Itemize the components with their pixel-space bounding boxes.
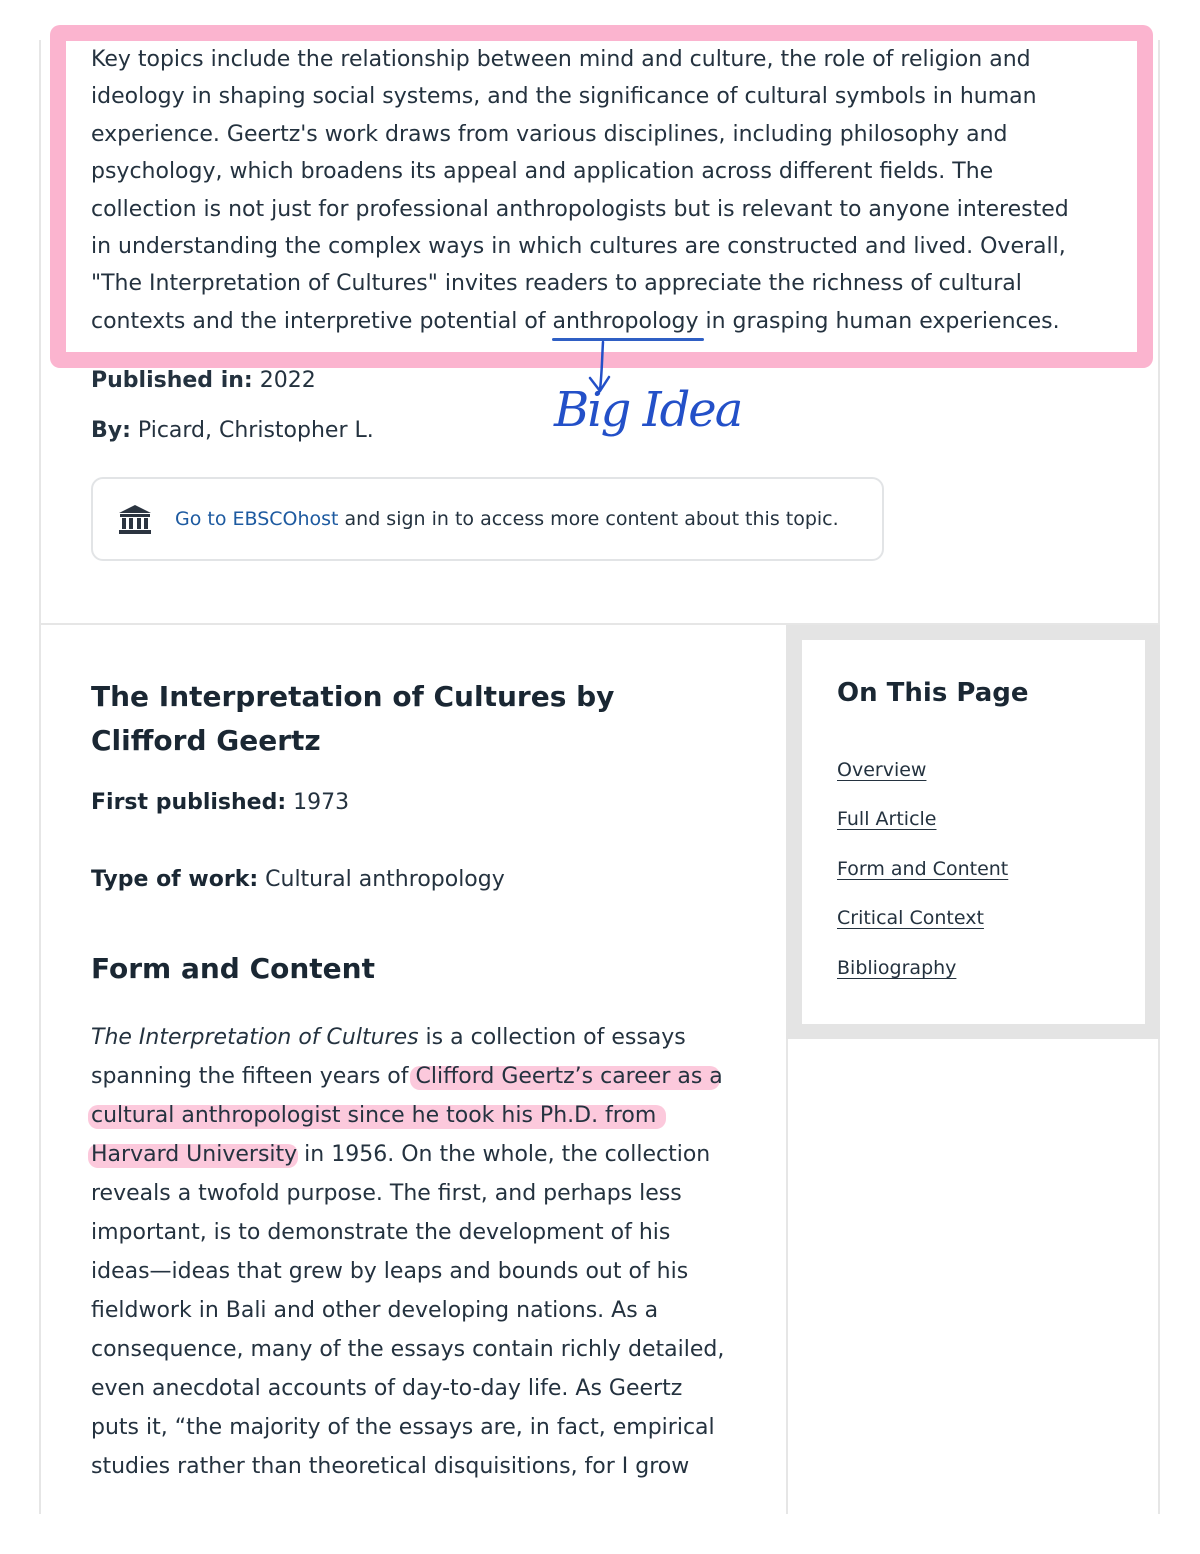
ebsco-access-box: [91, 477, 884, 561]
summary-line: in understanding the complex ways in which cultures are constructed and lived. Overall,: [91, 234, 1066, 260]
summary-line: Key topics include the relationship between mind and culture, the role of religion and: [91, 47, 1031, 72]
toc-link-overview[interactable]: Overview: [837, 759, 927, 781]
article-title: The Interpretation of Cultures by Clifford Geertz: [91, 680, 615, 757]
body-line: [91, 1018, 731, 1057]
author-label: By:: [91, 418, 131, 443]
toc-link-bibliography[interactable]: Bibliography: [837, 957, 957, 979]
toc-link-form-and-content[interactable]: Form and Content: [837, 858, 1009, 880]
toc-link-critical-context[interactable]: Critical Context: [837, 907, 984, 929]
highlighted-text: cultural anthropologist since he took his Ph.D. from: [91, 1103, 657, 1128]
first-published-value: 1973: [293, 790, 350, 815]
body-text-span: in 1956. On the whole, the collection: [297, 1142, 711, 1167]
body-line: studies rather than theoretical disquisitions, for I grow: [91, 1454, 690, 1479]
body-text-span: is a collection of essays: [418, 1025, 686, 1050]
highlighted-text: Clifford Geertz’s career as a: [415, 1064, 723, 1089]
highlighted-text: Harvard University: [91, 1142, 298, 1167]
body-line: reveals a twofold purpose. The first, and perhaps less: [91, 1181, 682, 1206]
body-line: ideas—ideas that grew by leaps and bounds out of his: [91, 1259, 689, 1284]
summary-line: ideology in shaping social systems, and the significance of cultural symbols in human: [91, 84, 1037, 110]
first-published-label: First published:: [91, 790, 287, 815]
published-value: 2022: [259, 368, 316, 393]
ebscohost-link[interactable]: Go to EBSCOhost: [175, 508, 339, 530]
first-published: [91, 790, 349, 815]
body-line: even anecdotal accounts of day-to-day life. As Geertz: [91, 1376, 683, 1401]
toc-link-full-article[interactable]: Full Article: [837, 808, 937, 830]
sidebar-divider: [786, 1039, 788, 1514]
author-value: Picard, Christopher L.: [137, 418, 374, 443]
big-idea-annotation: Big Idea: [554, 382, 742, 438]
body-line: consequence, many of the essays contain richly detailed,: [91, 1337, 725, 1362]
body-text-span: spanning the fifteen years of: [91, 1064, 416, 1089]
summary-line: experience. Geertz's work draws from various disciplines, including philosophy and: [91, 121, 1008, 147]
type-of-work: [91, 867, 505, 892]
form-and-content-body: [91, 1018, 731, 1486]
published-label: Published in:: [91, 368, 253, 393]
body-line: [91, 1096, 731, 1135]
body-line: fieldwork in Bali and other developing nations. As a: [91, 1298, 659, 1323]
summary-line: contexts and the interpretive potential of anthropology in grasping human experiences.: [91, 308, 1060, 334]
body-line: important, is to demonstrate the development of his: [91, 1220, 671, 1245]
summary-line: "The Interpretation of Cultures" invites readers to appreciate the richness of cultural: [91, 271, 1022, 297]
form-and-content-heading: Form and Content: [91, 952, 375, 985]
type-of-work-label: Type of work:: [91, 867, 259, 892]
summary-line: psychology, which broadens its appeal and application across different fields. The: [91, 159, 994, 185]
type-of-work-value: Cultural anthropology: [265, 867, 505, 892]
book-title-italic: The Interpretation of Cultures: [91, 1025, 419, 1050]
on-this-page-title: On This Page: [837, 678, 1029, 708]
body-line: [91, 1135, 731, 1174]
body-line: puts it, “the majority of the essays are, in fact, empirical: [91, 1415, 715, 1440]
body-line: [91, 1057, 731, 1096]
ebsco-message: and sign in to access more content about this topic.: [344, 508, 839, 530]
library-building-icon: [117, 503, 153, 535]
summary-line: collection is not just for professional anthropologists but is relevant to anyone interested: [91, 196, 1069, 222]
